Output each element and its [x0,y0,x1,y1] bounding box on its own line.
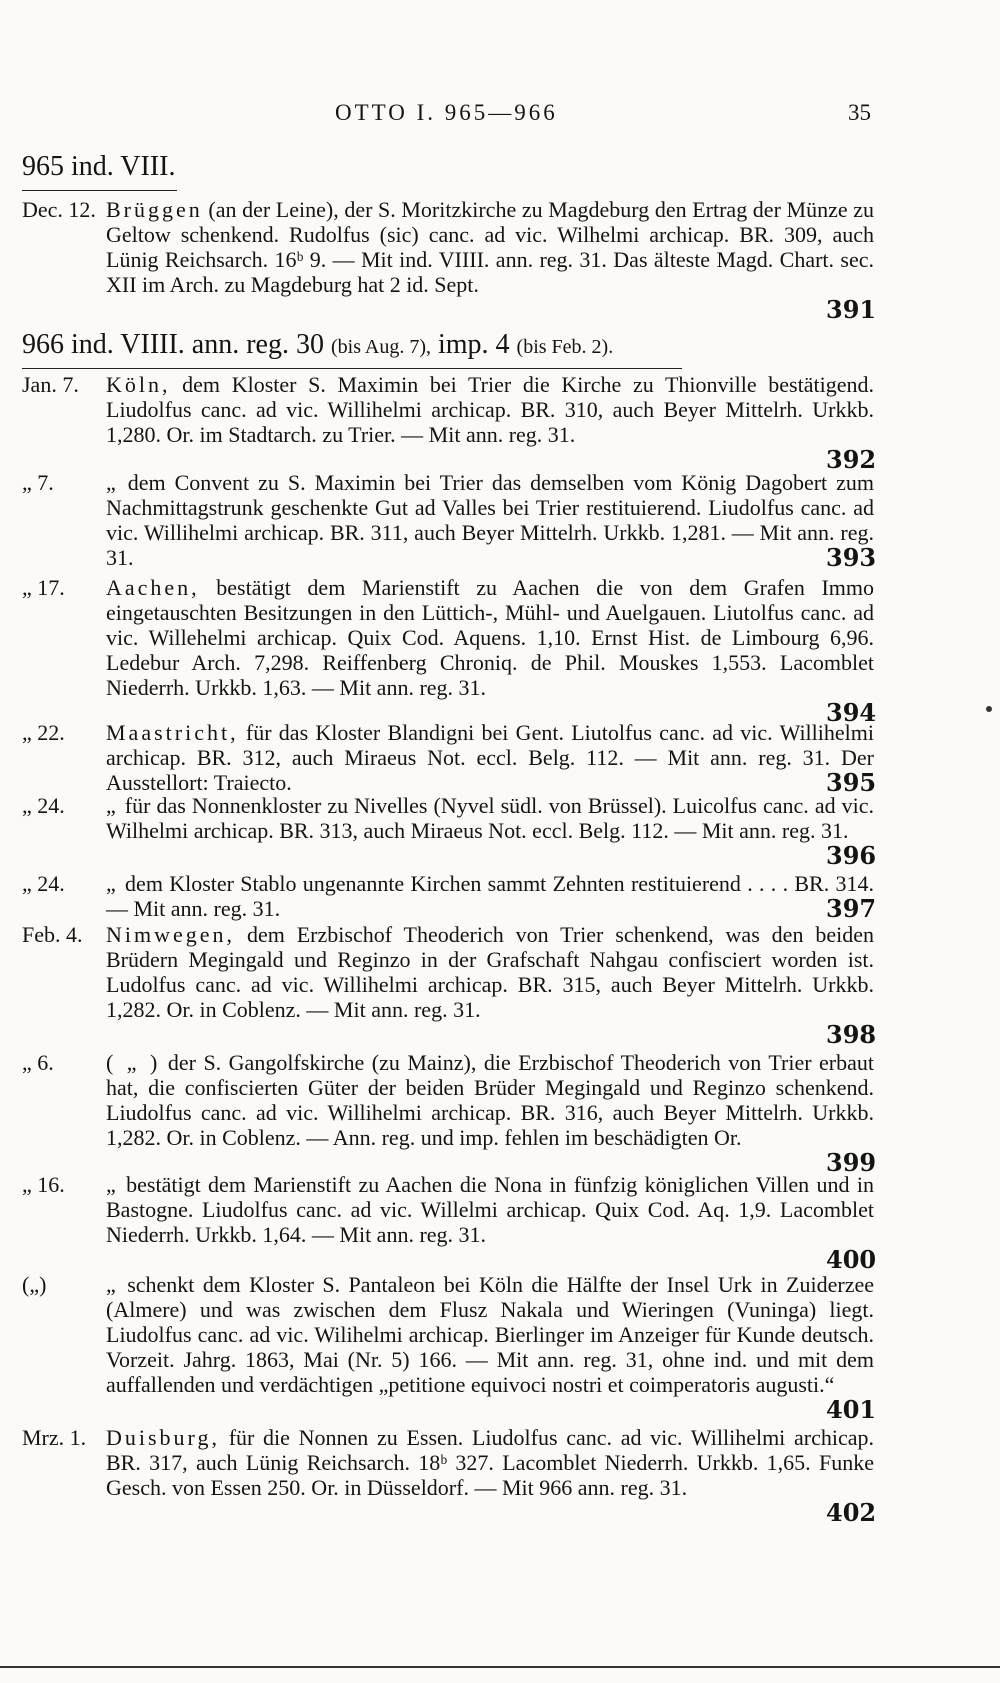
entry-text [106,1272,874,1397]
entry-date: „ 24. [22,871,65,896]
entry-body: bestätigt dem Marienstift zu Aachen die Nona in fünfzig königlichen Villen und in Bastogne. Liudolfus canc. ad vic. Willelmi archicap. Quix Cod. Aq. 1,9. Lacomblet Niederrh. Urkkb. 1,64. — Mit ann. reg. 31. [106,1172,874,1247]
entry-body: dem Kloster Stablo ungenannte Kirchen sammt Zehnten restituierend . . . . BR. 314. — Mit ann. reg. 31. [106,871,874,921]
entry-number: 394 [826,698,877,727]
entry-text [106,871,877,923]
entry-number: 393 [826,543,877,572]
entry-text [106,470,877,572]
entry-number: 402 [826,1498,877,1527]
entry-text [106,1425,874,1500]
entry-date: „ 17. [22,575,65,600]
heading-rule [22,368,682,369]
entry-text [106,793,874,843]
entry-body: für das Kloster Blandigni bei Gent. Liutolfus canc. ad vic. Willihelmi archicap. BR. 312, auch Miraeus Not. eccl. Belg. 112. — Mit ann. reg. 31. Der Ausstellort: Traiecto. [106,720,874,795]
entry-number: 398 [826,1020,877,1049]
entry-body: (an der Leine), der S. Moritzkirche zu Magdeburg den Ertrag der Münze zu Geltow schenkend. Rudolfus (sic) canc. ad vic. Wilhelmi archicap. BR. 309, auch Lünig Reichsarch. 16ᵇ 9. — Mit ind. VIIII. ann. reg. 31. Das älteste Magd. Chart. sec. XII im Arch. zu Magdeburg hat 2 id. Sept. [106,197,874,297]
entry-number: 396 [826,841,877,870]
bottom-rule [0,1666,1000,1668]
entry-number: 400 [826,1245,877,1274]
entry-place: „ [106,1172,119,1197]
entry-number: 392 [826,445,877,474]
entry-date: „ 7. [22,470,54,495]
entry-date: „ 6. [22,1050,54,1075]
entry-date: „ 22. [22,720,65,745]
entry-place: ( „ ) [106,1050,161,1075]
entry-place: Köln, [106,372,171,397]
entry-place: „ [106,470,119,495]
entry-place: „ [106,1272,119,1297]
entry-place: Duisburg, [106,1425,220,1450]
entry-number: 395 [826,768,877,797]
entry-body: dem Erzbischof Theoderich von Trier schenkend, was den beiden Brüdern Megingald und Reginzo in der Grafschaft Nahgau confisciert worden ist. Ludolfus canc. ad vic. Willihelmi archicap. BR. 315, auch Beyer Mittelrh. Urkkb. 1,282. Or. in Coblenz. — Mit ann. reg. 31. [106,922,874,1022]
heading-rule [22,190,177,191]
entry-date: („) [22,1272,47,1297]
entry-number: 401 [826,1395,877,1424]
heading-imp: imp. 4 [437,329,510,360]
entry-date: Mrz. 1. [22,1425,87,1450]
entry-body: bestätigt dem Marienstift zu Aachen die von dem Grafen Immo eingetauschten Besitzungen in den Lüttich-, Mühl- und Auelgauen. Liutolfus canc. ad vic. Willehelmi archicap. Quix Cod. Aquens. 1,10. Ernst Hist. de Limbourg 6,96. Ledebur Arch. 7,298. Reiffenberg Chroniq. de Phil. Mouskes 1,553. Lacomblet Niederrh. Urkkb. 1,63. — Mit ann. reg. 31. [106,575,874,700]
entry-date: „ 24. [22,793,65,818]
entry-date: Jan. 7. [22,372,79,397]
heading-note: (bis Feb. 2). [516,336,614,358]
entry-text [106,1172,874,1247]
running-title: OTTO I. 965—966 [335,100,558,125]
entry-text [106,720,877,797]
entry-text [106,1050,874,1150]
entry-body: der S. Gangolfskirche (zu Mainz), die Erzbischof Theoderich von Trier erbaut hat, die confiscierten Güter der beiden Brüder Megingald und Reginzo schenkend. Liudolfus canc. ad vic. Willihelmi archicap. BR. 316, auch Beyer Mittelrh. Urkkb. 1,282. Or. in Coblenz. — Ann. reg. und imp. fehlen im beschädigten Or. [106,1050,874,1150]
entry-date: Dec. 12. [22,197,96,222]
entry-date: „ 16. [22,1172,65,1197]
entry-body: dem Convent zu S. Maximin bei Trier das demselben vom König Dagobert zum Nachmittagstrunk geschenkte Gut ad Valles bei Trier restituierend. Liudolfus canc. ad vic. Willihelmi archicap. BR. 311, auch Beyer Mittelrh. Urkkb. 1,281. — Mit ann. reg. 31. [106,470,874,570]
year-heading-965: 965 ind. VIII. [22,151,176,182]
entry-text [106,372,874,447]
entry-text [106,575,874,700]
ink-speck [986,706,992,712]
entry-place: „ [106,793,119,818]
entry-number: 391 [826,295,877,324]
entry-body: dem Kloster S. Maximin bei Trier die Kirche zu Thionville bestätigend. Liudolfus canc. ad vic. Willihelmi archicap. BR. 310, auch Beyer Mittelrh. Urkkb. 1,280. Or. im Stadtarch. zu Trier. — Mit ann. reg. 31. [106,372,874,447]
entry-text [106,197,874,297]
entry-place: Maastricht, [106,720,239,745]
entry-text [106,922,874,1022]
entry-number: 397 [826,894,877,923]
heading-main: 966 ind. VIIII. ann. reg. 30 [22,329,324,360]
entry-place: Aachen, [106,575,200,600]
entry-date: Feb. 4. [22,922,83,947]
heading-note: (bis Aug. 7), [330,336,431,358]
page-number: 35 [848,100,871,125]
entry-body: für das Nonnenkloster zu Nivelles (Nyvel südl. von Brüssel). Luicolfus canc. ad vic. Wilhelmi archicap. BR. 313, auch Miraeus Not. eccl. Belg. 112. — Mit ann. reg. 31. [106,793,874,843]
entry-body: schenkt dem Kloster S. Pantaleon bei Köln die Hälfte der Insel Urk in Zuiderzee (Almere) und was zwischen dem Flusz Nakala und Wieringen (Vuninga) liegt. Liudolfus canc. ad vic. Wilihelmi archicap. Bierlinger im Anzeiger für Kunde deutsch. Vorzeit. Jahrg. 1863, Mai (Nr. 5) 166. — Mit ann. reg. 31, ohne ind. und mit dem auffallenden und verdächtigen „petitione equivoci nostri et coimperatoris augusti.“ [106,1272,874,1397]
entry-body: für die Nonnen zu Essen. Liudolfus canc. ad vic. Willihelmi archicap. BR. 317, auch Lünig Reichsarch. 18ᵇ 327. Lacomblet Niederrh. Urkkb. 1,65. Funke Gesch. von Essen 250. Or. in Düsseldorf. — Mit 966 ann. reg. 31. [106,1425,874,1500]
entry-place: Nimwegen, [106,922,236,947]
year-heading-966 [22,328,613,364]
entry-number: 399 [826,1148,877,1177]
entry-place: „ [106,871,119,896]
entry-place: Brüggen [106,197,203,222]
